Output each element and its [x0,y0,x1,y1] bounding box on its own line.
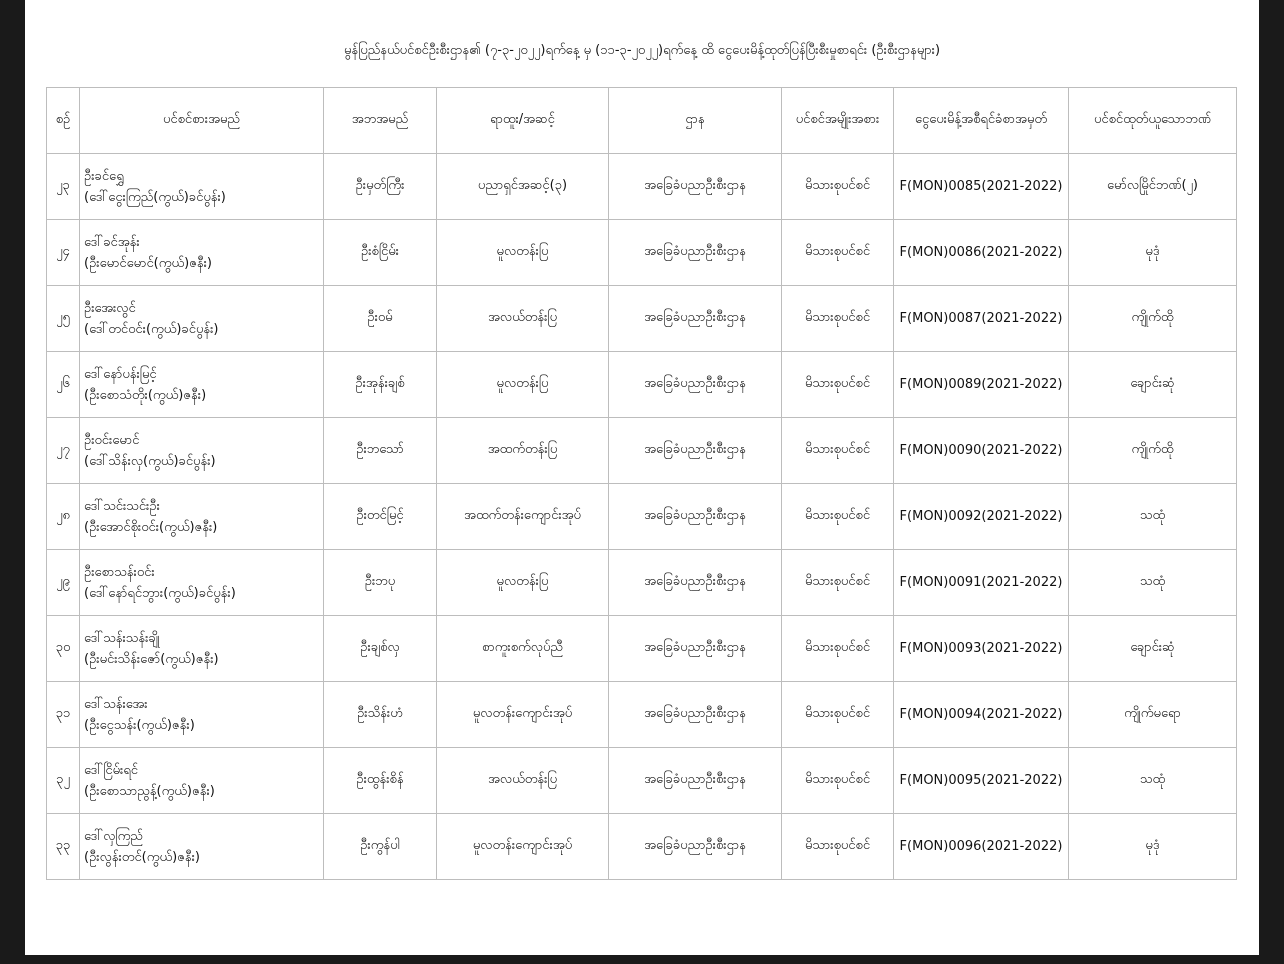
spouse-note-line: (ဦးစောသာညွန့်(ကွယ်)ဇနီး) [84,783,215,799]
pensioner-name-line: ဒေါ်လှကြည် [84,828,143,844]
cell-pension-type: မိသားစုပင်စင် [782,748,894,814]
cell-department: အခြေခံပညာဦးစီးဌာန [609,814,782,880]
cell-pension-type: မိသားစုပင်စင် [782,550,894,616]
cell-pension-type: မိသားစုပင်စင် [782,484,894,550]
cell-department: အခြေခံပညာဦးစီးဌာန [609,484,782,550]
cell-no: ၃၁ [47,682,80,748]
cell-bank: မော်လမြိုင်ဘဏ်(၂) [1069,154,1237,220]
table-row [47,814,1237,880]
cell-department: အခြေခံပညာဦးစီးဌာန [609,748,782,814]
cell-pension-type: မိသားစုပင်စင် [782,418,894,484]
pensioner-name-line: ဒေါ်ခင်အုန်း [84,234,140,250]
cell-bank: သထုံ [1069,484,1237,550]
cell-father-name: ဦးအုန်းချစ် [324,352,437,418]
cell-pensioner-name [80,220,324,286]
column-header-department: ဌာန [609,88,782,154]
cell-bank: ချောင်းဆုံ [1069,616,1237,682]
cell-pensioner-name [80,484,324,550]
cell-department: အခြေခံပညာဦးစီးဌာန [609,682,782,748]
cell-pension-type: မိသားစုပင်စင် [782,286,894,352]
cell-department: အခြေခံပညာဦးစီးဌာန [609,418,782,484]
cell-father-name: ဦးထွန်းစိန် [324,748,437,814]
cell-father-name: ဦးဝမ် [324,286,437,352]
cell-rank: မူလတန်းကျောင်းအုပ် [437,814,609,880]
pensioner-name-line: ဒေါ်ငြိမ်းရင် [84,762,138,778]
spouse-note-line: (ဦးအောင်စိုးဝင်း(ကွယ်)ဇနီး) [84,519,218,535]
cell-pensioner-name [80,352,324,418]
cell-bank: ချောင်းဆုံ [1069,352,1237,418]
document-page [25,0,1259,955]
cell-no: ၃၀ [47,616,80,682]
pensioner-name-line: ဦးဝင်းမောင် [84,432,140,448]
cell-father-name: ဦးတင်မြင့် [324,484,437,550]
cell-pension-type: မိသားစုပင်စင် [782,352,894,418]
cell-no: ၃၂ [47,748,80,814]
column-header-report-number: ငွေပေးမိန့်အစီရင်ခံစာအမှတ် [894,88,1069,154]
cell-pensioner-name [80,286,324,352]
cell-bank: သထုံ [1069,550,1237,616]
cell-father-name: ဦးဘပု [324,550,437,616]
cell-department: အခြေခံပညာဦးစီးဌာန [609,550,782,616]
column-header-rank: ရာထူး/အဆင့် [437,88,609,154]
cell-no: ၂၄ [47,220,80,286]
cell-rank: မူလတန်းပြ [437,550,609,616]
spouse-note-line: (ဒေါ်သိန်းလှ(ကွယ်)ခင်ပွန်း) [84,453,216,469]
table-row [47,286,1237,352]
cell-father-name: ဦးသိန်းဟံ [324,682,437,748]
cell-department: အခြေခံပညာဦးစီးဌာန [609,352,782,418]
pensioner-name-line: ဒေါ်သင်းသင်းဦး [84,498,160,514]
cell-no: ၂၆ [47,352,80,418]
cell-no: ၃၃ [47,814,80,880]
spouse-note-line: (ဒေါ်တင်ဝင်း(ကွယ်)ခင်ပွန်း) [84,321,219,337]
cell-department: အခြေခံပညာဦးစီးဌာန [609,616,782,682]
table-row [47,682,1237,748]
cell-rank: မူလတန်းပြ [437,352,609,418]
cell-rank: မူလတန်းပြ [437,220,609,286]
cell-bank: ကျိုက်ထို [1069,286,1237,352]
cell-bank: ကျိုက်ထို [1069,418,1237,484]
cell-pensioner-name [80,682,324,748]
cell-pensioner-name [80,814,324,880]
cell-report-number: F(MON)0095(2021-2022) [894,748,1069,814]
cell-rank: မူလတန်းကျောင်းအုပ် [437,682,609,748]
cell-report-number: F(MON)0094(2021-2022) [894,682,1069,748]
cell-department: အခြေခံပညာဦးစီးဌာန [609,286,782,352]
cell-report-number: F(MON)0085(2021-2022) [894,154,1069,220]
pensioner-name-line: ဦးအေးလွင် [84,300,136,316]
cell-pension-type: မိသားစုပင်စင် [782,220,894,286]
cell-bank: မုဒုံ [1069,220,1237,286]
cell-report-number: F(MON)0086(2021-2022) [894,220,1069,286]
cell-pensioner-name [80,616,324,682]
cell-father-name: ဦးကွန်ပါ [324,814,437,880]
table-row [47,748,1237,814]
table-row [47,220,1237,286]
cell-pension-type: မိသားစုပင်စင် [782,616,894,682]
cell-pension-type: မိသားစုပင်စင် [782,682,894,748]
cell-rank: စာကူးစက်လုပ်ညီ [437,616,609,682]
cell-father-name: ဦးမှတ်ကြီး [324,154,437,220]
cell-report-number: F(MON)0089(2021-2022) [894,352,1069,418]
cell-father-name: ဦးစံငြိမ်း [324,220,437,286]
cell-report-number: F(MON)0096(2021-2022) [894,814,1069,880]
cell-rank: အထက်တန်းကျောင်းအုပ် [437,484,609,550]
cell-rank: အလယ်တန်းပြ [437,748,609,814]
cell-report-number: F(MON)0092(2021-2022) [894,484,1069,550]
cell-report-number: F(MON)0091(2021-2022) [894,550,1069,616]
cell-pensioner-name [80,550,324,616]
document-title: မွန်ပြည်နယ်ပင်စင်ဦးစီးဌာန၏ (၇-၃-၂၀၂၂)ရက်နေ့ မှ (၁၁-၃-၂၀၂၂)ရက်နေ့ ထိ ငွေပေးမိန့်ထုတ်ပြန်ပြီးစီးမှုစာရင်း (ဦးစီးဌာနများ) [343,43,941,58]
pension-table [46,87,1237,880]
spouse-note-line: (ဦးမင်းသိန်းဇော်(ကွယ်)ဇနီး) [84,651,219,667]
cell-bank: သထုံ [1069,748,1237,814]
column-header-pensioner-name: ပင်စင်စားအမည် [80,88,324,154]
cell-no: ၂၃ [47,154,80,220]
cell-pensioner-name [80,748,324,814]
cell-bank: မုဒုံ [1069,814,1237,880]
table-row [47,616,1237,682]
table-row [47,418,1237,484]
cell-report-number: F(MON)0087(2021-2022) [894,286,1069,352]
cell-rank: ပညာရှင်အဆင့်(၃) [437,154,609,220]
cell-pensioner-name [80,154,324,220]
pensioner-name-line: ဦးခင်ရွှေ [84,168,124,184]
cell-no: ၂၉ [47,550,80,616]
cell-department: အခြေခံပညာဦးစီးဌာန [609,220,782,286]
table-row [47,154,1237,220]
pensioner-name-line: ဦးစောသန်းဝင်း [84,564,155,580]
column-header-bank: ပင်စင်ထုတ်ယူသောဘဏ် [1069,88,1237,154]
cell-rank: အထက်တန်းပြ [437,418,609,484]
spouse-note-line: (ဦးငွေသန်း(ကွယ်)ဇနီး) [84,717,195,733]
spouse-note-line: (ဦးလွန်းတင်(ကွယ်)ဇနီး) [84,849,200,865]
spouse-note-line: (ဦးစောသံတိုး(ကွယ်)ဇနီး) [84,387,207,403]
spouse-note-line: (ဒေါ်နော်ရင်ဘွား(ကွယ်)ခင်ပွန်း) [84,585,236,601]
cell-department: အခြေခံပညာဦးစီးဌာန [609,154,782,220]
cell-father-name: ဦးဘသော် [324,418,437,484]
cell-report-number: F(MON)0093(2021-2022) [894,616,1069,682]
column-header-no: စဉ် [47,88,80,154]
cell-rank: အလယ်တန်းပြ [437,286,609,352]
cell-father-name: ဦးချစ်လှ [324,616,437,682]
cell-no: ၂၈ [47,484,80,550]
pensioner-name-line: ဒေါ်သန်းသန်းချို [84,630,160,646]
cell-bank: ကျိုက်မရော [1069,682,1237,748]
table-row [47,550,1237,616]
cell-pensioner-name [80,418,324,484]
spouse-note-line: (ဦးမောင်မောင်(ကွယ်)ဇနီး) [84,255,212,271]
table-header-row [47,88,1237,154]
table-row [47,352,1237,418]
cell-report-number: F(MON)0090(2021-2022) [894,418,1069,484]
column-header-pension-type: ပင်စင်အမျိုးအစား [782,88,894,154]
table-row [47,484,1237,550]
cell-pension-type: မိသားစုပင်စင် [782,814,894,880]
cell-pension-type: မိသားစုပင်စင် [782,154,894,220]
spouse-note-line: (ဒေါ်ငွေးကြည်(ကွယ်)ခင်ပွန်း) [84,189,226,205]
cell-no: ၂၇ [47,418,80,484]
pensioner-name-line: ဒေါ်နော်ပန်းမြင့် [84,366,157,382]
cell-no: ၂၅ [47,286,80,352]
pensioner-name-line: ဒေါ်သန်းအေး [84,696,148,712]
column-header-father-name: အဘအမည် [324,88,437,154]
